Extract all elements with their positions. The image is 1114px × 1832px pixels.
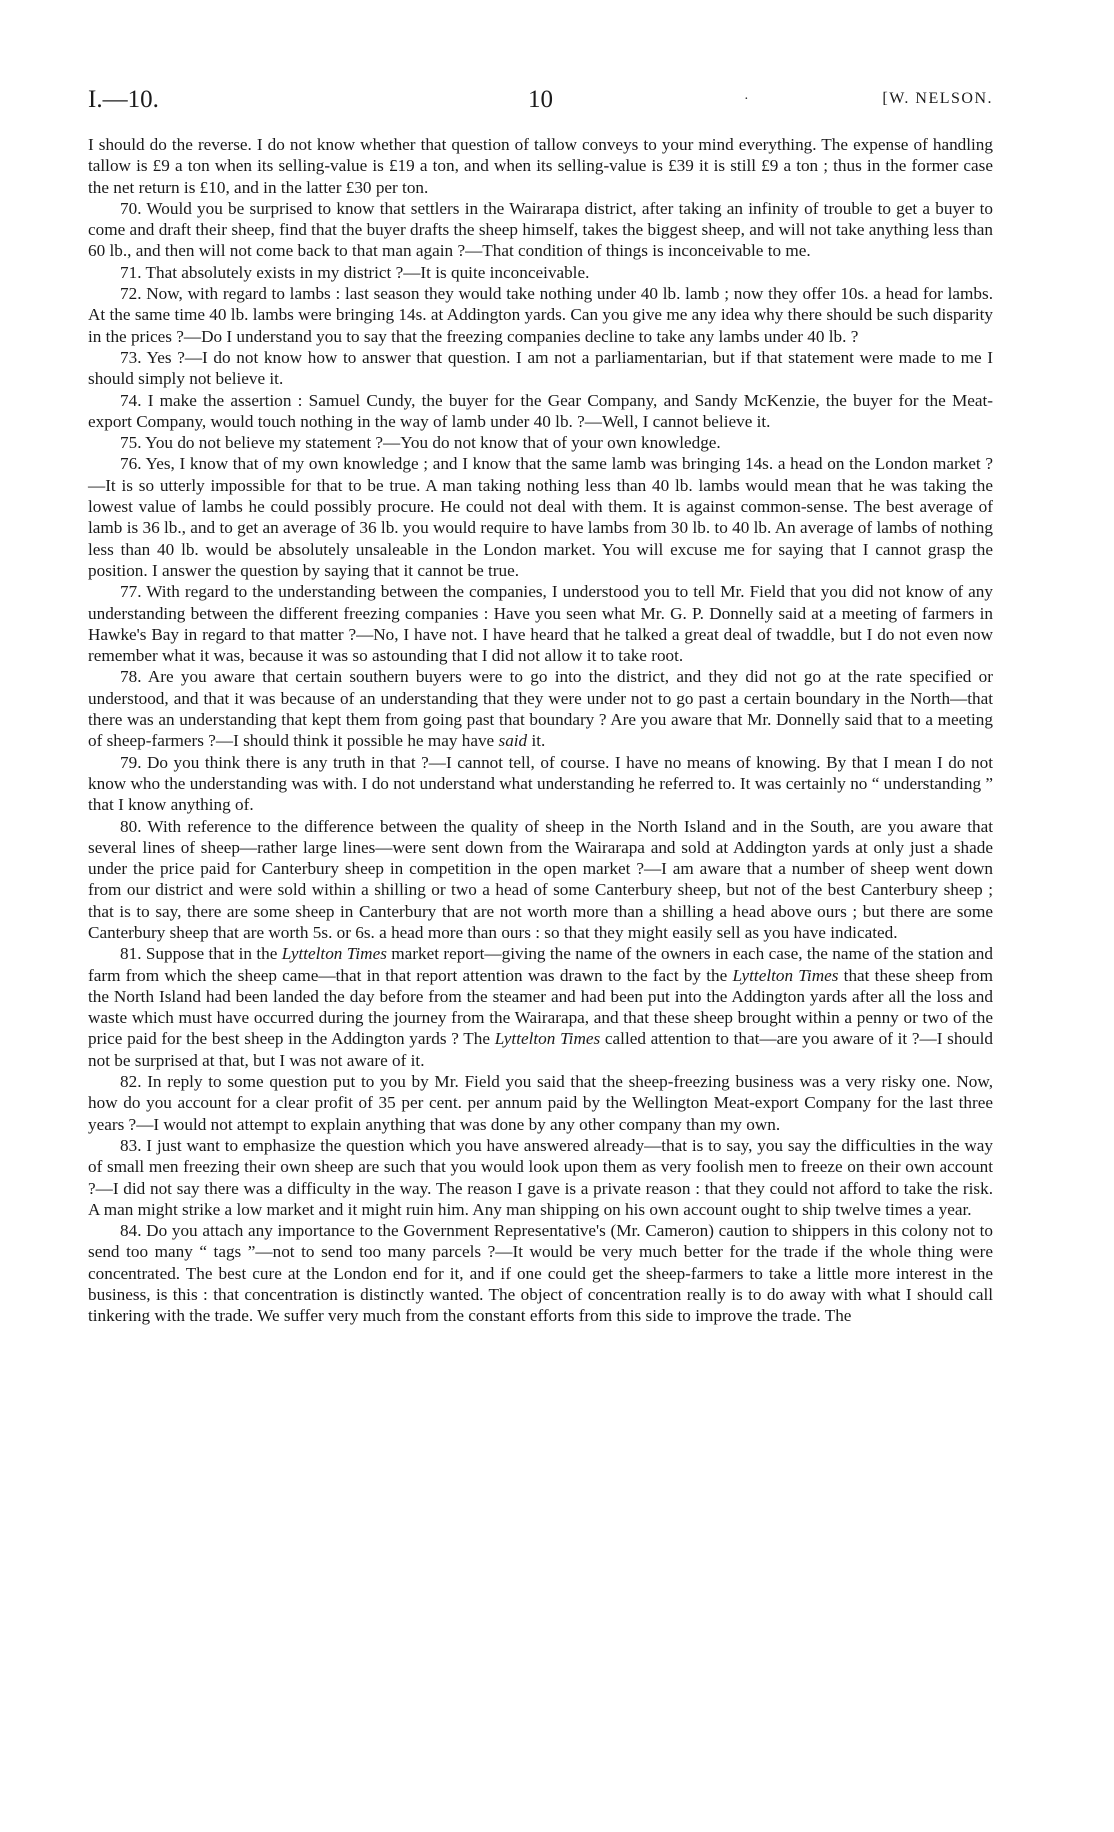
paragraph-q70: 70. Would you be surprised to know that settlers in the Wairarapa district, after taking an infinity of trouble to get a buyer to come and draft their sheep, find that the buyer drafts the sheep himself, takes the biggest sheep, and will not take anything less than 60 lb., and then will not come back to that man again ?—That condition of things is inconceivable to me. bbox=[88, 198, 993, 261]
paragraph-q80: 80. With reference to the difference between the quality of sheep in the North Island and in the South, are you aware that several lines of sheep—rather large lines—were sent down from the Wairarapa and sold at Addington yards at only just a shade under the price paid for Canterbury sheep in competition in the open market ?—I am aware that a number of sheep went down from our district and were sold within a shilling or two a head of some Canterbury sheep, but not of the best Canterbury sheep ; that is to say, there are some sheep in Canterbury that are not worth more than a shilling a head above ours ; but there are some Canterbury sheep that are worth 5s. or 6s. a head more than ours : so that they might easily sell as you have indicated. bbox=[88, 816, 993, 942]
paragraph-q75: 75. You do not believe my statement ?—You do not know that of your own knowledge. bbox=[120, 433, 721, 453]
paragraph-continuation: I should do the reverse. I do not know whether that question of tallow conveys to your mind everything. The expense of handling tallow is £9 a ton when its selling-value is £19 a ton, and when its selling-value is £39 it is still £9 a ton ; thus in the former case the net return is £10, and in the latter £30 per ton. bbox=[88, 135, 993, 197]
paper-reference: I.—10. bbox=[88, 86, 159, 113]
page-header bbox=[88, 86, 993, 120]
paragraph-q78: 78. Are you aware that certain southern buyers were to go into the district, and they did not go at the rate specified or understood, and that it was because of an understanding that they were under not to go past a certain boundary in the North—that there was an understanding that kept them from going past that boundary ? Are you aware that Mr. Donnelly said that to a meeting of sheep-farmers ?—I should think it possible he may have said it. bbox=[88, 667, 993, 751]
paragraph-q84: 84. Do you attach any importance to the Government Representative's (Mr. Cameron) caution to shippers in this colony not to send too many “ tags ”—not to send too many parcels ?—It would be very much better for the trade if the whole thing were concentrated. The best cure at the London end for it, and if one could get the sheep-farmers to take a little more interest in the business, is this : that concentration is distinctly wanted. The object of concentration really is to do away with what I should call tinkering with the trade. We suffer very much from the constant efforts from this side to improve the trade. The bbox=[88, 1221, 993, 1326]
paragraph-q71: 71. That absolutely exists in my district ?—It is quite inconceivable. bbox=[120, 262, 590, 282]
stray-mark: · bbox=[744, 92, 749, 107]
paragraph-q76: 76. Yes, I know that of my own knowledge ; and I know that the same lamb was bringing 14s. a head on the London market ?—It is so utterly impossible for that to be true. A man taking nothing less than 40 lb. lambs would mean that he was taking the lowest value of lambs he could possibly procure. He could not deal with them. It is against common-sense. The best average of lamb is 36 lb., and to get an average of 36 lb. you would require to have lambs from 30 lb. to 40 lb. An average of lambs of nothing less than 40 lb. would be absolutely unsaleable in the London market. You will excuse me for saying that I cannot grasp the position. I answer the question by saying that it cannot be true. bbox=[88, 454, 993, 580]
paragraph-q74: 74. I make the assertion : Samuel Cundy, the buyer for the Gear Company, and Sandy McKenzie, the buyer for the Meat-export Company, would touch nothing in the way of lamb under 40 lb. ?—Well, I cannot believe it. bbox=[88, 390, 993, 431]
paragraph-q73: 73. Yes ?—I do not know how to answer that question. I am not a parliamentarian, but if that statement were made to me I should simply not believe it. bbox=[88, 347, 993, 389]
evidence-text bbox=[88, 134, 993, 1327]
paragraph-q82: 82. In reply to some question put to you by Mr. Field you said that the sheep-freezing business was a very risky one. Now, how do you account for a clear profit of 35 per cent. per annum paid by the Wellington Meat-export Company for the last three years ?—I would not attempt to explain anything that was done by any other company than my own. bbox=[88, 1072, 993, 1134]
paragraph-q81: 81. Suppose that in the Lyttelton Times market report—giving the name of the owners in each case, the name of the station and farm from which the sheep came—that in that report attention was drawn to the fact by the Lyttelton Times that these sheep from the North Island had been landed the day before from the steamer and had been put into the Addington yards after all the loss and waste which must have occurred during the journey from the Wairarapa, and that these sheep brought within a penny or two of the price paid for the best sheep in the Addington yards ? The Lyttelton Times called attention to that—are you aware of it ?—I should not be surprised at that, but I was not aware of it. bbox=[88, 944, 994, 1070]
paragraph-q72: 72. Now, with regard to lambs : last season they would take nothing under 40 lb. lamb ; now they offer 10s. a head for lambs. At the same time 40 lb. lambs were bringing 14s. at Addington yards. Can you give me any idea why there should be such disparity in the prices ?—Do I understand you to say that the freezing companies decline to take any lambs under 40 lb. ? bbox=[88, 284, 993, 346]
document-page bbox=[88, 86, 993, 1327]
paragraph-q79: 79. Do you think there is any truth in that ?—I cannot tell, of course. I have no means of knowing. By that I mean I do not know who the understanding was with. I do not understand what understanding he referred to. It was certainly no “ understanding ” that I know anything of. bbox=[88, 752, 993, 815]
paragraph-q83: 83. I just want to emphasize the question which you have answered already—that is to say, you say the difficulties in the way of small men freezing their own sheep are such that you would look upon them as very foolish men to freeze on their own account ?—I did not say there was a difficulty in the way. The reason I gave is a private reason : that they could not afford to take the risk. A man might strike a low market and it might ruin him. Any man shipping on his own account ought to ship twelve times a year. bbox=[88, 1135, 993, 1219]
paragraph-q77: 77. With regard to the understanding between the companies, I understood you to tell Mr. Field that you did not know of any understanding between the different freezing companies : Have you seen what Mr. G. P. Donnelly said at a meeting of farmers in Hawke's Bay in regard to that matter ?—No, I have not. I have heard that he talked a great deal of twaddle, but I do not even now remember what it was, because it was so astounding that I did not allow it to take root. bbox=[88, 582, 993, 666]
witness-name: [W. NELSON. bbox=[882, 90, 993, 107]
page-number: 10 bbox=[528, 86, 553, 113]
